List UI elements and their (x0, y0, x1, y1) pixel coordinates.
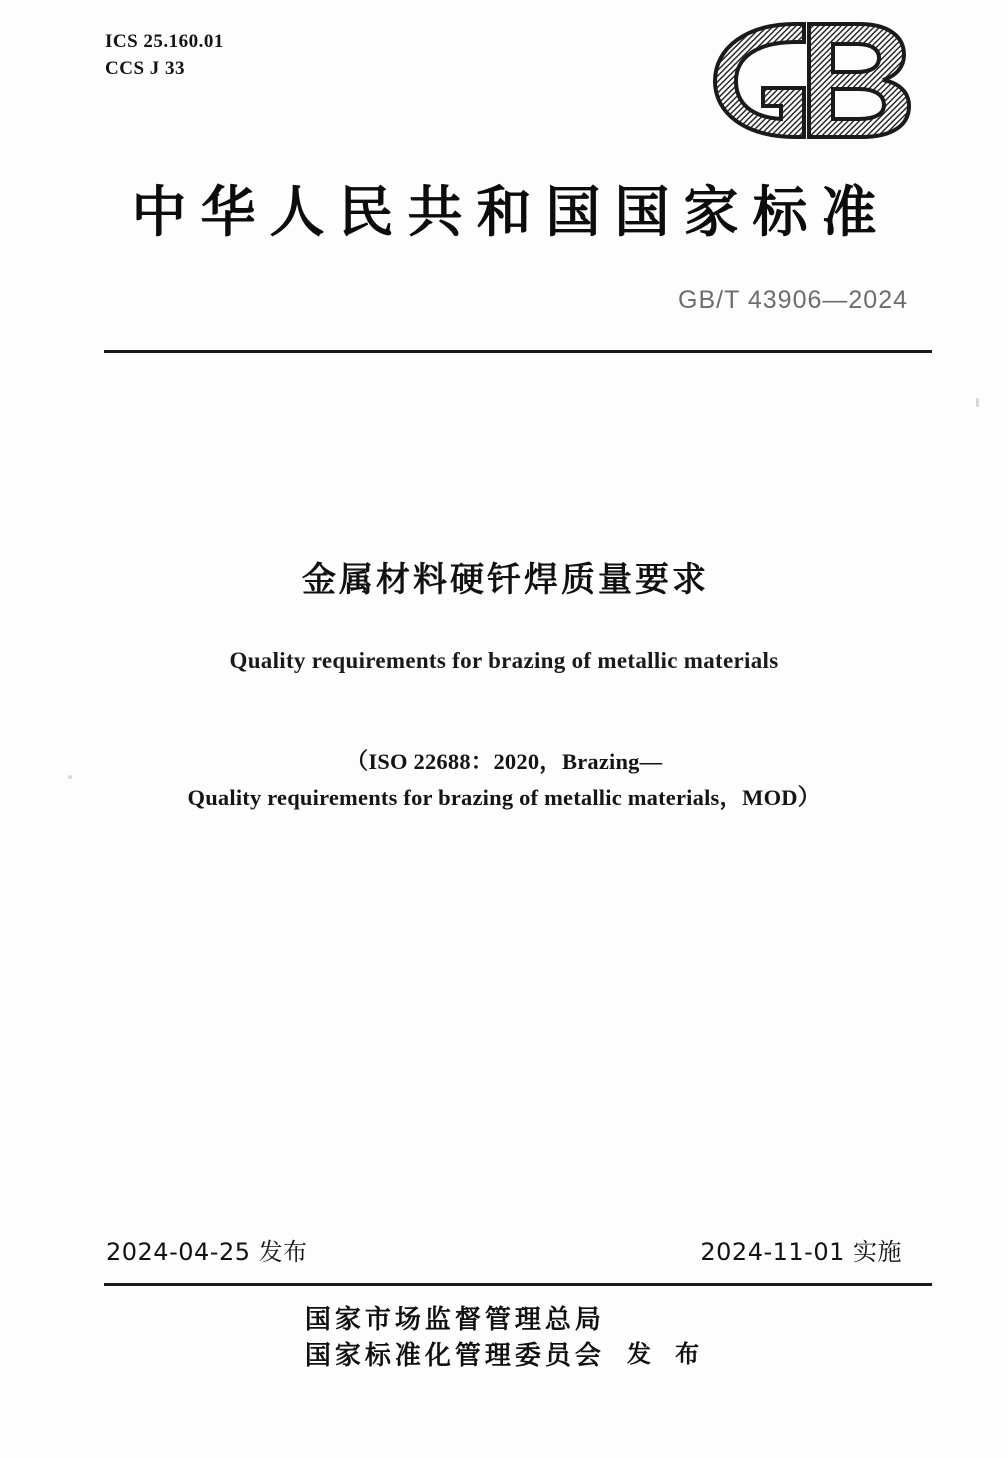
iso-correspondence-note (0, 744, 1008, 816)
classification-codes (105, 28, 224, 82)
document-title-chinese: 金属材料硬钎焊质量要求 (302, 560, 709, 600)
document-title-english: Quality requirements for brazing of metallic materials (229, 648, 779, 673)
effective-date: 2024-11-01 实施 (700, 1238, 902, 1266)
publisher-names (301, 1302, 605, 1374)
footer-divider (104, 1283, 932, 1286)
gb-logo-icon (701, 18, 916, 143)
ccs-code: CCS J 33 (105, 58, 186, 79)
scan-speckle (976, 398, 979, 407)
issue-date: 2024-04-25 发布 (106, 1238, 308, 1266)
ics-code: ICS 25.160.01 (105, 31, 224, 52)
publisher-action: 发 布 (626, 1339, 708, 1368)
iso-note-line-1: （ISO 22688：2020，Brazing— (345, 749, 663, 774)
scan-speckle (68, 775, 72, 779)
publisher-line-2: 国家标准化管理委员会 (304, 1341, 605, 1371)
header-divider (104, 350, 932, 353)
standard-number: GB/T 43906—2024 (678, 286, 908, 314)
publisher-line-1: 国家市场监督管理总局 (304, 1305, 605, 1335)
publisher-inner (301, 1302, 707, 1374)
publisher-block (0, 1302, 1008, 1374)
national-standard-title: 中华人民共和国国家标准 (131, 180, 891, 244)
iso-note-line-2: Quality requirements for brazing of metallic materials，MOD） (187, 785, 821, 810)
